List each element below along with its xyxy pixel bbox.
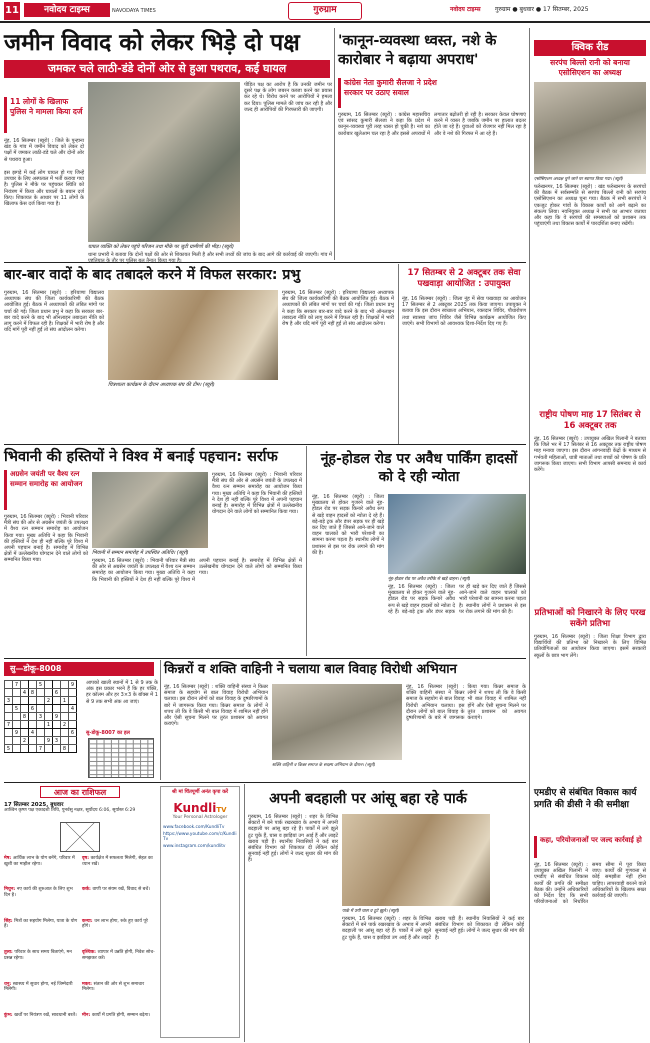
sudoku-cell — [5, 713, 13, 721]
sudoku-cell: 7 — [5, 721, 13, 729]
sudoku-row — [5, 737, 77, 745]
pratibha-body: गुरुग्राम, 16 सितम्बर (ब्यूरो) : जिला शिक्षा विभाग द्वारा विद्यार्थियों की प्रतिभा को निखारने के लिए विभिन्न प्रतियोगिताओं का आयोजन किया जाएगा। इसमें सरकारी स्कूलों के छात्र भाग लेंगे। — [534, 634, 646, 659]
rashi-item — [4, 950, 78, 980]
sudoku-cell: 4 — [69, 705, 77, 713]
sudoku-cell — [45, 689, 53, 697]
rashi-name: मिथुन: — [4, 887, 17, 893]
sudoku-cell — [13, 737, 21, 745]
divider-v6 — [244, 784, 245, 1042]
kinnar-body: नूंह, 16 सितम्बर (ब्यूरो) : शक्ति वाहिनी संस्था ने किन्नर समाज के सहयोग से बाल विवाह विरोधी अभियान चलाया। इस दौरान लोगों को बाल विवाह के दुष्परिणामों के बारे में जागरूक किया गया। किन्नर समाज के लोगों ने शपथ ली कि वे किसी भी बाल विवाह में शामिल नहीं होंगे और ऐसी सूचना मिलने पर तुरंत प्रशासन को अवगत कराएंगे। — [164, 684, 268, 728]
sudoku-cell — [37, 721, 45, 729]
divider-v1 — [334, 28, 335, 260]
rashi-name: तुला: — [4, 950, 15, 956]
kundli-logo — [161, 801, 239, 815]
emde-sidebox-text: कहा, परियोजनाओं पर जल्द कार्रवाई हो — [540, 836, 642, 844]
bhiwani-headline: भिवानी की हस्तियों ने विश्व में बनाई पहचान: सर्राफ — [4, 449, 278, 465]
second-body: गुरुग्राम, 16 सितम्बर (ब्यूरो) : कांग्रेस महासचिव एवं सांसद कुमारी सैलजा ने कहा कि प्रदेश में कानून-व्यवस्था पूरी तरह ध्वस्त हो चुकी है। नशे का कारोबार खुलेआम चल रहा है और इससे अपराधों में लगातार बढ़ोतरी हो रही है। सरकार केवल घोषणाएं करने में व्यस्त है जबकि जमीन पर हालात बदतर होते जा रहे हैं। युवाओं को रोजगार नहीं मिल रहा है और वे नशे की गिरफ्त में आ रहे हैं। — [338, 112, 526, 137]
kinnar-caption: शक्ति वाहिनी व किन्नर समाज के सदस्य अभियान के दौरान। (ब्यूरो) — [272, 763, 376, 768]
rashi-name: कर्क: — [82, 887, 93, 893]
sudoku-cell — [37, 737, 45, 745]
rashi-item — [82, 887, 156, 917]
rashi-item — [4, 856, 78, 886]
sudoku-title: सु—डोकू-8008 — [4, 662, 154, 676]
sudoku-cell — [21, 681, 29, 689]
emde-sidebox — [534, 836, 646, 858]
quick-read-label: क्विक रीड — [534, 40, 646, 56]
nuh-body-2: नूंह, 16 सितम्बर (ब्यूरो) : जिला मुख्यालय से होकर गुजरने वाले नूंह-होडल रोड पर सड़क किनारे अवैध रूप से खड़े वाहन हादसों को न्योता दे रहे हैं। बड़े-बड़े ट्रक और डंपर सड़क पर ही खड़े कर दिए जाते हैं जिससे आने-जाने वाले वाहन चालकों को भारी परेशानी का सामना करना पड़ता है। स्थानीय लोगों ने प्रशासन से इस पर रोक लगाने की मांग की है। — [388, 584, 526, 615]
kundli-ad — [160, 786, 240, 1038]
sudoku-cell: 9 — [45, 737, 53, 745]
divider-v4 — [306, 446, 307, 656]
rashi-name: धनु: — [4, 981, 13, 987]
sudoku-cell: 3 — [37, 713, 45, 721]
sudoku-cell: 6 — [29, 705, 37, 713]
kundli-link[interactable]: https://www.youtube.com/c/KundliTv — [163, 832, 237, 842]
rashi-item — [4, 982, 78, 1012]
sudoku-cell — [61, 681, 69, 689]
sudoku-row — [5, 745, 77, 753]
rashi-name: वृश्चिक: — [82, 950, 98, 956]
sudoku-cell — [45, 745, 53, 753]
brand-sub: NAVODAYA TIMES — [112, 8, 156, 14]
sudoku-cell: 4 — [29, 729, 37, 737]
quick-read-headline: सरपंच बिल्लो रानी को बनाया एसोसिएशन का अध्यक्ष — [550, 58, 630, 77]
bhiwani-sidebox-text: अग्रसेन जयंती पर वैश्य रत्न सम्मान समारोह का आयोजन — [10, 470, 83, 488]
rashi-text: आर्थिक लाभ के योग बनेंगे, परिवार में खुशी का माहौल रहेगा। — [4, 856, 75, 867]
sudoku-row — [5, 697, 77, 705]
sudoku-cell: 7 — [13, 681, 21, 689]
sudoku-cell — [61, 713, 69, 721]
sudoku-grid — [4, 680, 77, 753]
sudoku-cell: 2 — [21, 737, 29, 745]
lead-dateline: नूंह, 16 सितम्बर (ब्यूरो) : जिले के पुन्हाना खंड के गांव में जमीन विवाद को लेकर दो पक्षों में जमकर लाठी-डंडे चले और दोनों ओर से पथराव हुआ। — [4, 138, 84, 163]
row5-rule — [4, 782, 526, 783]
sudoku-cell — [29, 745, 37, 753]
sudoku-cell — [5, 737, 13, 745]
sudoku-cell — [37, 705, 45, 713]
sudoku-cell — [53, 721, 61, 729]
sudoku-cell: 9 — [69, 681, 77, 689]
rashi-text: खर्चों पर नियंत्रण रखें, सावधानी बरतें। — [14, 1013, 77, 1019]
sudoku-cell: 6 — [53, 689, 61, 697]
sudoku-cell — [29, 697, 37, 705]
sudoku-cell — [61, 689, 69, 697]
vikas-headline: बार-बार वादों के बाद तबादले करने में विफल सरकार: प्रभु — [4, 267, 301, 283]
kundli-tagline: Your Personal Astrologer — [172, 815, 228, 820]
bhiwani-photo — [92, 472, 208, 548]
rashi-item — [82, 1013, 156, 1038]
rashi-text: परिवार के साथ समय बिताएंगे, मन प्रसन्न रहेगा। — [4, 950, 72, 961]
sudoku-cell — [21, 697, 29, 705]
sudoku-cell — [45, 705, 53, 713]
rashi-item — [82, 982, 156, 1012]
kinnar-photo — [272, 684, 402, 760]
sudoku-cell: 5 — [5, 745, 13, 753]
date-line: गुरुग्राम ● बुधवार ● 17 सितम्बर, 2025 — [495, 6, 589, 13]
row4-rule — [4, 658, 526, 659]
bhiwani-body: गुरुग्राम, 16 सितम्बर (ब्यूरो) : भिवानी परिवार मैत्री संघ की ओर से अग्रसेन जयंती के उपलक्ष्य में वैश्य रत्न सम्मान समारोह का आयोजन किया गया। मुख्य अतिथि ने कहा कि भिवानी की हस्तियों ने देश ही नहीं बल्कि पूरे विश्व में अपनी पहचान बनाई है। समारोह में विभिन्न क्षेत्रों में उल्लेखनीय योगदान देने वाले लोगों को सम्मानित किया गया। — [4, 514, 88, 564]
sudoku-cell: 8 — [61, 745, 69, 753]
rashi-text: संतान की ओर से शुभ समाचार मिलेगा। — [82, 981, 145, 993]
nuh-headline: नूंह-होडल रोड पर अवैध पार्किंग हादसों को दे रही न्योता — [320, 451, 518, 485]
sudoku-cell: 7 — [37, 745, 45, 753]
sudoku-cell — [53, 681, 61, 689]
nuh-body: नूंह, 16 सितम्बर (ब्यूरो) : जिला मुख्यालय से होकर गुजरने वाले नूंह-होडल रोड पर सड़क किनारे अवैध रूप से खड़े वाहन हादसों को न्योता दे रहे हैं। बड़े-बड़े ट्रक और डंपर सड़क पर ही खड़े कर दिए जाते हैं जिससे आने-जाने वाले वाहन चालकों को भारी परेशानी का सामना करना पड़ता है। स्थानीय लोगों ने प्रशासन से इस पर रोक लगाने की मांग की है। — [312, 494, 384, 556]
park-body: गुरुग्राम, 16 सितम्बर (ब्यूरो) : शहर के विभिन्न सेक्टरों में बने पार्क रखरखाव के अभाव में अपनी बदहाली पर आंसू बहा रहे हैं। पार्कों में लगे झूले टूट चुके हैं, घास व झाड़ियां उग आई हैं और लाइटें खराब पड़ी हैं। स्थानीय निवासियों ने कई बार संबंधित विभाग को शिकायत दी लेकिन कोई सुनवाई नहीं हुई। लोगों ने जल्द सुधार की मांग की है। — [248, 814, 338, 864]
vikas-body: गुरुग्राम, 16 सितम्बर (ब्यूरो) : हरियाणा विद्यालय अध्यापक संघ की जिला कार्यकारिणी की बैठक आयोजित हुई। बैठक में अध्यापकों की लंबित मांगों पर चर्चा की गई। जिला प्रधान प्रभु ने कहा कि सरकार बार-बार वादे करने के बाद भी ऑनलाइन तबादला नीति को लागू करने में विफल रही है। शिक्षकों में भारी रोष है और यदि मांगें पूरी नहीं हुईं तो संघ आंदोलन करेगा। — [4, 290, 104, 334]
rashi-item — [82, 856, 156, 886]
sudoku-cell — [61, 737, 69, 745]
rashi-text: व्यापार में उन्नति होगी, निवेश सोच-समझकर करें। — [82, 950, 155, 961]
quick-read-photo — [534, 82, 646, 174]
row2-rule — [4, 262, 526, 263]
sudoku-cell — [13, 721, 21, 729]
sudoku-cell — [5, 689, 13, 697]
sudoku-cell: 1 — [45, 721, 53, 729]
divider-v5 — [160, 660, 161, 780]
sudoku-row — [5, 721, 77, 729]
rashtriya-body: नूंह, 16 सितम्बर (ब्यूरो) : उपायुक्त अखिल पिलानी ने बताया कि जिले भर में 17 सितंबर से 16 अक्टूबर तक राष्ट्रीय पोषण माह मनाया जाएगा। इस दौरान आंगनवाड़ी केंद्रों के माध्यम से गर्भवती महिलाओं, धात्री माताओं तथा बच्चों को पोषण के प्रति जागरूक किया जाएगा। सभी विभाग आपसी समन्वय से कार्य करेंगे। — [534, 436, 646, 474]
divider-v3 — [398, 264, 399, 444]
sudoku-cell: 2 — [45, 697, 53, 705]
kundli-link[interactable]: www.instagram.com/kundlitv — [163, 844, 226, 849]
sudoku-row — [5, 689, 77, 697]
section-title: गुरुग्राम — [288, 2, 362, 20]
second-sidebox — [338, 78, 458, 108]
park-caption: पार्क में उगी घास व टूटे झूले। (ब्यूरो) — [342, 909, 400, 914]
nuh-caption: नूंह-होडल रोड पर अवैध तरीके से खड़े वाहन। (ब्यूरो) — [388, 577, 471, 582]
sudoku-instructions: आपको खाली स्थानों में 1 से 9 तक के अंक इस प्रकार भरने हैं कि हर पंक्ति, हर कॉलम और हर 3×3 के बॉक्स में 1 से 9 तक सभी अंक आ जाएं। — [86, 680, 158, 705]
lead-body-2: पीड़ित पक्ष का आरोप है कि उनकी जमीन पर दूसरे पक्ष के लोग जबरन कब्जा करने का प्रयास कर रहे थे। विरोध करने पर आरोपियों ने हमला कर दिया। पुलिस मामले की जांच कर रही है और जल्द ही आरोपियों की गिरफ्तारी की जाएगी। — [244, 82, 332, 113]
sudoku-cell: 6 — [69, 729, 77, 737]
rashifal-intro: आश्विन कृष्ण पक्ष एकादशी तिथि, पुनर्वसु नक्षत्र, सूर्योदय 6:06, सूर्यास्त 6:29 — [4, 808, 136, 813]
rashifal-chart — [60, 822, 100, 852]
sudoku-cell — [53, 705, 61, 713]
sudoku-cell — [45, 681, 53, 689]
park-body-2: गुरुग्राम, 16 सितम्बर (ब्यूरो) : शहर के विभिन्न सेक्टरों में बने पार्क रखरखाव के अभाव में अपनी बदहाली पर आंसू बहा रहे हैं। पार्कों में लगे झूले टूट चुके हैं, घास व झाड़ियां उग आई हैं और लाइटें खराब पड़ी हैं। स्थानीय निवासियों ने कई बार संबंधित विभाग को शिकायत दी लेकिन कोई सुनवाई नहीं हुई। लोगों ने जल्द सुधार की मांग की है। — [342, 916, 524, 941]
sudoku-row — [5, 713, 77, 721]
quick-read-body: फर्रुखनगर, 16 सितम्बर (ब्यूरो) : खंड फर्रुखनगर के सरपंचों की बैठक में सर्वसम्मति से सरपंच बिल्लो रानी को सरपंच एसोसिएशन का अध्यक्ष चुना गया। बैठक में सभी सरपंचों ने एकजुट होकर गांवों के विकास कार्यों को आगे बढ़ाने का संकल्प लिया। नवनियुक्त अध्यक्ष ने सभी का आभार जताया और कहा कि वे सरपंचों की समस्याओं को प्रशासन तक पहुंचाएंगी तथा विकास कार्यों में पारदर्शिता बनाए रखेंगी। — [534, 184, 646, 228]
bhiwani-body-2: गुरुग्राम, 16 सितम्बर (ब्यूरो) : भिवानी परिवार मैत्री संघ की ओर से अग्रसेन जयंती के उपलक्ष्य में वैश्य रत्न सम्मान समारोह का आयोजन किया गया। मुख्य अतिथि ने कहा कि भिवानी की हस्तियों ने देश ही नहीं बल्कि पूरे विश्व में अपनी पहचान बनाई है। समारोह में विभिन्न क्षेत्रों में उल्लेखनीय योगदान देने वाले लोगों को सम्मानित किया गया। — [92, 558, 302, 583]
rashi-name: कुंभ: — [4, 1013, 15, 1019]
brand-right: नवोदय टाइम्स — [450, 6, 481, 13]
rashifal-signs — [4, 856, 156, 1038]
sudoku-cell — [5, 681, 13, 689]
sudoku-cell — [61, 705, 69, 713]
rashi-name: वृष: — [82, 856, 91, 861]
divider-v2 — [529, 28, 530, 1043]
sudoku-cell: 3 — [53, 737, 61, 745]
rashi-name: कन्या: — [82, 918, 95, 924]
sudoku-cell — [69, 721, 77, 729]
sudoku-cell: 5 — [37, 681, 45, 689]
park-headline: अपनी बदहाली पर आंसू बहा रहे पार्क — [269, 791, 467, 807]
rashifal-title: आज का राशिफल — [40, 786, 120, 798]
sudoku-cell — [29, 713, 37, 721]
lead-caption: घायल व्यक्ति को लेकर पहुंचे परिजन तथा मौके पर जुटी ग्रामीणों की भीड़। (ब्यूरो) — [88, 244, 234, 250]
rashi-name: सिंह: — [4, 918, 15, 924]
bhiwani-body-3: गुरुग्राम, 16 सितम्बर (ब्यूरो) : भिवानी परिवार मैत्री संघ की ओर से अग्रसेन जयंती के उपलक्ष्य में वैश्य रत्न सम्मान समारोह का आयोजन किया गया। मुख्य अतिथि ने कहा कि भिवानी की हस्तियों ने देश ही नहीं बल्कि पूरे विश्व में अपनी पहचान बनाई है। समारोह में विभिन्न क्षेत्रों में उल्लेखनीय योगदान देने वाले लोगों को सम्मानित किया गया। — [212, 472, 302, 516]
pratibha-headline: प्रतिभाओं को निखारने के लिए परख सकेंगे प्रतिभा — [534, 608, 646, 629]
sudoku-cell — [13, 689, 21, 697]
kundli-logo-text: Kundli — [173, 801, 217, 815]
sudoku-cell — [21, 721, 29, 729]
sudoku-cell — [37, 697, 45, 705]
sudoku-cell — [69, 737, 77, 745]
kundli-link[interactable]: www.facebook.com/KundliTv — [163, 825, 225, 830]
sudoku-cell: 2 — [61, 721, 69, 729]
sudoku-cell — [13, 713, 21, 721]
masthead-rule — [0, 21, 650, 23]
sudoku-cell: 5 — [13, 705, 21, 713]
sudoku-cell: 1 — [61, 697, 69, 705]
sudoku-cell: 4 — [21, 689, 29, 697]
kundli-ad-heading: श्री मां चिंतपूर्णी अनंत कृपा करें — [171, 789, 229, 795]
emde-headline: एमडीए से संबंधित विकास कार्य प्रगति की डीसी ने की समीक्षा — [534, 788, 637, 810]
brand-logo-left: नवोदय टाइम्स — [24, 3, 110, 17]
emde-body: नूंह, 16 सितम्बर (ब्यूरो) : उपायुक्त अखिल पिलानी ने एमडीए से संबंधित विकास कार्यों की प्रगति की समीक्षा बैठक की। उन्होंने अधिकारियों को निर्देश दिए कि सभी परियोजनाओं को निर्धारित समय सीमा में पूरा किया जाए। कार्यों की गुणवत्ता से कोई समझौता नहीं होना चाहिए। लापरवाही बरतने वाले अधिकारियों के खिलाफ सख्त कार्रवाई की जाएगी। — [534, 862, 646, 906]
rashi-item — [4, 887, 78, 917]
rashi-text: धन लाभ होगा, रुके हुए कार्य पूरे होंगे। — [82, 918, 148, 930]
bhiwani-caption: भिवानी में सम्मान समारोह में उपस्थित अतिथि। (ब्यूरो) — [92, 550, 189, 556]
second-headline: 'कानून-व्यवस्था ध्वस्त, नशे के कारोबार ने बढ़ाया अपराध' — [338, 33, 497, 68]
sudoku-cell: 8 — [29, 689, 37, 697]
rashi-item — [4, 919, 78, 949]
rashi-text: स्वास्थ्य में सुधार होगा, नई जिम्मेदारी मिलेगी। — [4, 981, 73, 993]
kundli-links — [161, 824, 239, 850]
row3-rule — [4, 444, 526, 445]
sudoku-cell — [53, 697, 61, 705]
seva-headline: 17 सितम्बर से 2 अक्टूबर तक सेवा पखवाड़ा आयोजित : उपायुक्त — [407, 268, 521, 289]
sudoku-cell — [21, 745, 29, 753]
sudoku-cell: 9 — [53, 713, 61, 721]
sudoku-cell — [29, 737, 37, 745]
rashi-text: वाणी पर संयम रखें, विवाद से बचें। — [92, 887, 150, 893]
sudoku-cell — [69, 697, 77, 705]
sudoku-cell: 9 — [13, 729, 21, 737]
sudoku-cell — [37, 729, 45, 737]
lead-sidebox — [4, 97, 84, 133]
rashtriya-headline: राष्ट्रीय पोषण माह 17 सितंबर से 16 अक्टूबर तक — [539, 410, 641, 431]
sudoku-cell — [45, 729, 53, 737]
sudoku-cell — [29, 681, 37, 689]
sudoku-cell — [69, 745, 77, 753]
sudoku-cell — [61, 729, 69, 737]
lead-photo — [88, 82, 240, 242]
rashi-text: मित्रों का सहयोग मिलेगा, यात्रा के योग हैं। — [4, 918, 78, 930]
rashi-text: कार्यों में प्रगति होगी, सम्मान बढ़ेगा। — [91, 1013, 151, 1019]
sudoku-cell — [13, 697, 21, 705]
sudoku-cell — [69, 713, 77, 721]
seva-body: नूंह, 16 सितम्बर (ब्यूरो) : जिला नूंह में सेवा पखवाड़ा का आयोजन 17 सितम्बर से 2 अक्टूबर 2025 तक किया जाएगा। उपायुक्त ने बताया कि इस दौरान स्वच्छता अभियान, रक्तदान शिविर, पौधारोपण तथा स्वास्थ्य जांच शिविर जैसे विभिन्न कार्यक्रम आयोजित किए जाएंगे। सभी विभागों को आवश्यक दिशा-निर्देश दिए गए हैं। — [402, 296, 526, 327]
sudoku-answer-grid — [88, 738, 154, 778]
sudoku-cell — [29, 721, 37, 729]
sudoku-cell: 3 — [5, 697, 13, 705]
sudoku-cell — [21, 729, 29, 737]
sudoku-cell — [13, 745, 21, 753]
park-photo — [342, 814, 490, 906]
sudoku-cell — [37, 689, 45, 697]
rashi-item — [82, 919, 156, 949]
rashi-name: मकर: — [82, 981, 94, 987]
rashi-item — [4, 1013, 78, 1038]
kinnar-body-2: नूंह, 16 सितम्बर (ब्यूरो) : शक्ति वाहिनी संस्था ने किन्नर समाज के सहयोग से बाल विवाह विरोधी अभियान चलाया। इस दौरान लोगों को बाल विवाह के दुष्परिणामों के बारे में जागरूक किया गया। किन्नर समाज के लोगों ने शपथ ली कि वे किसी भी बाल विवाह में शामिल नहीं होंगे और ऐसी सूचना मिलने पर तुरंत प्रशासन को अवगत कराएंगे। — [406, 684, 526, 722]
sudoku-cell — [5, 729, 13, 737]
sudoku-cell: 8 — [21, 713, 29, 721]
sudoku-row — [5, 729, 77, 737]
nuh-photo — [388, 494, 526, 574]
vikas-photo — [108, 290, 278, 380]
sudoku-row — [5, 681, 77, 689]
quick-read-caption: एसोसिएशन अध्यक्ष चुने जाने पर स्वागत किया गया। (ब्यूरो) — [534, 176, 624, 181]
vikas-caption: चित्रशाला कार्यक्रम के दौरान अध्यापक संघ की टीम। (ब्यूरो) — [108, 382, 215, 388]
sudoku-cell — [53, 745, 61, 753]
rashi-name: मीन: — [82, 1013, 92, 1019]
bhiwani-sidebox — [4, 470, 88, 510]
lead-subhead: जमकर चले लाठी-डंडे दोनों ओर से हुआ पथराव, कई घायल — [4, 60, 330, 78]
lead-sidebox-text: 11 लोगों के खिलाफ पुलिस ने मामला किया दर्ज — [10, 97, 83, 116]
vikas-body-2: गुरुग्राम, 16 सितम्बर (ब्यूरो) : हरियाणा विद्यालय अध्यापक संघ की जिला कार्यकारिणी की बैठक आयोजित हुई। बैठक में अध्यापकों की लंबित मांगों पर चर्चा की गई। जिला प्रधान प्रभु ने कहा कि सरकार बार-बार वादे करने के बाद भी ऑनलाइन तबादला नीति को लागू करने में विफल रही है। शिक्षकों में भारी रोष है और यदि मांगें पूरी नहीं हुईं तो संघ आंदोलन करेगा। — [282, 290, 394, 328]
sudoku-table — [4, 680, 77, 753]
rashifal-date: 17 सितम्बर 2025, बुधवार — [4, 802, 64, 808]
sudoku-cell — [53, 729, 61, 737]
sudoku-cell — [69, 689, 77, 697]
rashi-text: कार्यक्षेत्र में सफलता मिलेगी, सेहत का ध्यान रखें। — [82, 856, 153, 867]
kundli-logo-tv: TV — [216, 806, 227, 814]
sudoku-cell — [21, 705, 29, 713]
sudoku-row — [5, 705, 77, 713]
lead-headline: जमीन विवाद को लेकर भिड़े दो पक्ष — [4, 30, 300, 56]
second-sidebox-text: कांग्रेस नेता कुमारी सैलजा ने प्रदेश सरकार पर उठाए सवाल — [344, 78, 437, 97]
masthead — [0, 0, 650, 24]
rashi-item — [82, 950, 156, 980]
sudoku-answer-title: सु-डोकू-8007 का हल — [86, 730, 130, 736]
rashi-text: नए कार्य की शुरुआत के लिए शुभ दिन है। — [4, 887, 73, 899]
page-number: 11 — [4, 2, 20, 20]
sudoku-cell — [45, 713, 53, 721]
lead-body-3: थाना प्रभारी ने बताया कि दोनों पक्षों की ओर से शिकायत मिली है और सभी तथ्यों की जांच के बाद आगे की कार्रवाई की जाएगी। गांव में — [88, 252, 332, 258]
rashi-name: मेष: — [4, 856, 13, 861]
kinnar-headline: किन्नरों व शक्ति वाहिनी ने चलाया बाल विवाह विरोधी अभियान — [164, 662, 457, 677]
lead-body-1: इस झगड़े में कई लोग घायल हो गए जिन्हें उपचार के लिए अस्पताल में भर्ती कराया गया है। पुलिस ने मौके पर पहुंचकर स्थिति को नियंत्रण में किया और घायलों के बयान दर्ज किए। शिकायत के आधार पर 11 लोगों के खिलाफ केस दर्ज किया गया है। — [4, 170, 84, 208]
sudoku-cell — [5, 705, 13, 713]
